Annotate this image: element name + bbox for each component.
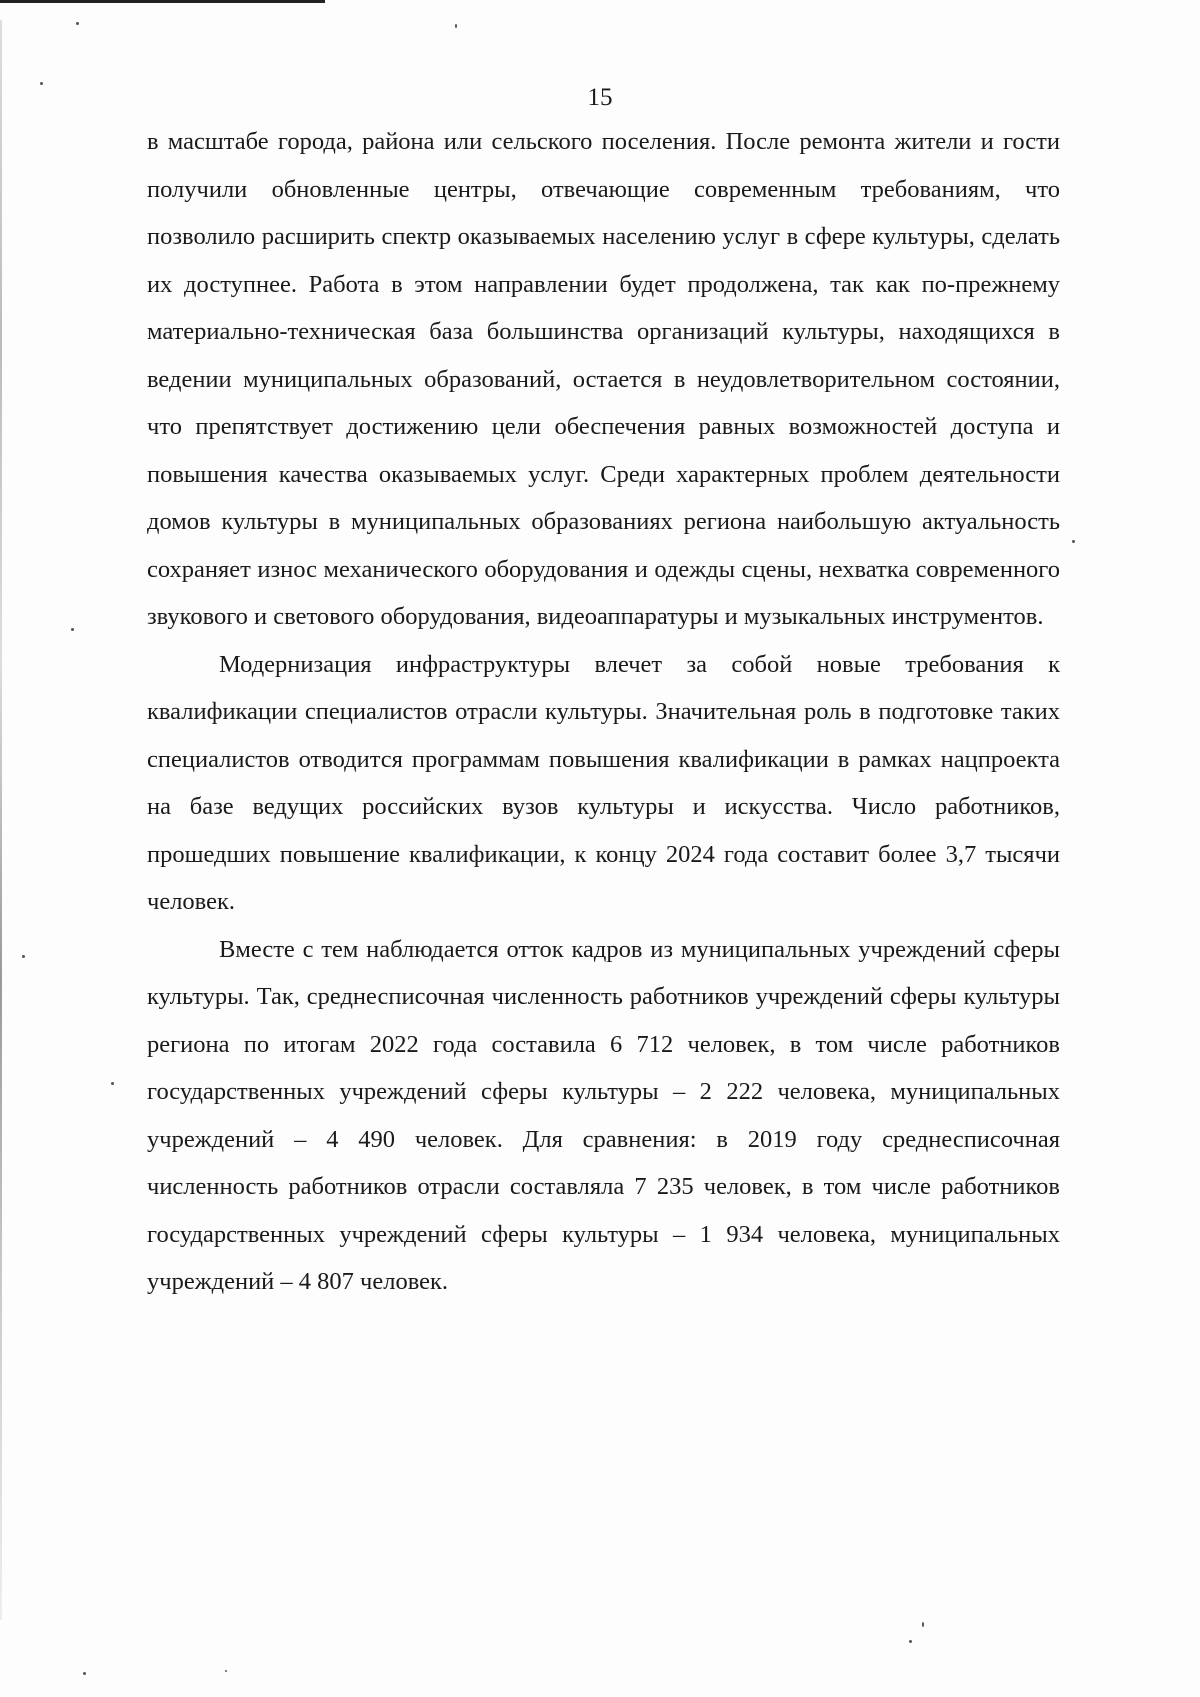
scan-speck [71, 628, 74, 631]
scan-speck [22, 955, 25, 958]
paragraph: Вместе с тем наблюдается отток кадров из муниципальных учреждений сферы культуры. Так, среднесписочная численность работников учреждений сферы культуры региона по итогам 2022 года составила 6 712 человек, в том числе работников государственных учреждений сферы культуры – 2 222 человека, муниципальных учреждений – 4 490 человек. Для сравнения: в 2019 году среднесписочная численность работников отрасли составляла 7 235 человек, в том числе работников государственных учреждений сферы культуры – 1 934 человека, муниципальных учреждений – 4 807 человек. [147, 935, 1060, 1295]
scan-speck [1072, 540, 1075, 543]
scan-speck [455, 24, 457, 28]
scan-speck [909, 1640, 912, 1643]
scan-artifact-line [0, 0, 325, 3]
scan-speck [111, 1082, 114, 1085]
scan-speck [76, 22, 79, 25]
paragraph: Модернизация инфраструктуры влечет за собой новые требования к квалификации специалистов отрасли культуры. Значительная роль в подготовке таких специалистов отводится программам повышения квалификации в рамках нацпроекта на базе ведущих российских вузов культуры и искусства. Число работников, прошедших повышение квалификации, к концу 2024 года составит более 3,7 тысячи человек. [147, 650, 1060, 915]
scan-speck [922, 1622, 924, 1627]
paragraph: в масштабе города, района или сельского поселения. После ремонта жители и гости получили обновленные центры, отвечающие современным требованиям, что позволило расширить спектр оказываемых населению услуг в сфере культуры, сделать их доступнее. Работа в этом направлении будет продолжена, так как по-прежнему материально-техническая база большинства организаций культуры, находящихся в ведении муниципальных образований, остается в неудовлетворительном состоянии, что препятствует достижению цели обеспечения равных возможностей доступа и повышения качества оказываемых услуг. Среди характерных проблем деятельности домов культуры в муниципальных образованиях региона наибольшую актуальность сохраняет износ механического оборудования и одежды сцены, нехватка современного звукового и светового оборудования, видеоаппаратуры и музыкальных инструментов. [147, 128, 1060, 630]
page-number: 15 [587, 84, 613, 111]
scan-speck [83, 1672, 86, 1675]
body-text [147, 118, 1060, 1306]
scan-artifact-edge [0, 20, 2, 1620]
scan-speck [225, 1670, 227, 1672]
